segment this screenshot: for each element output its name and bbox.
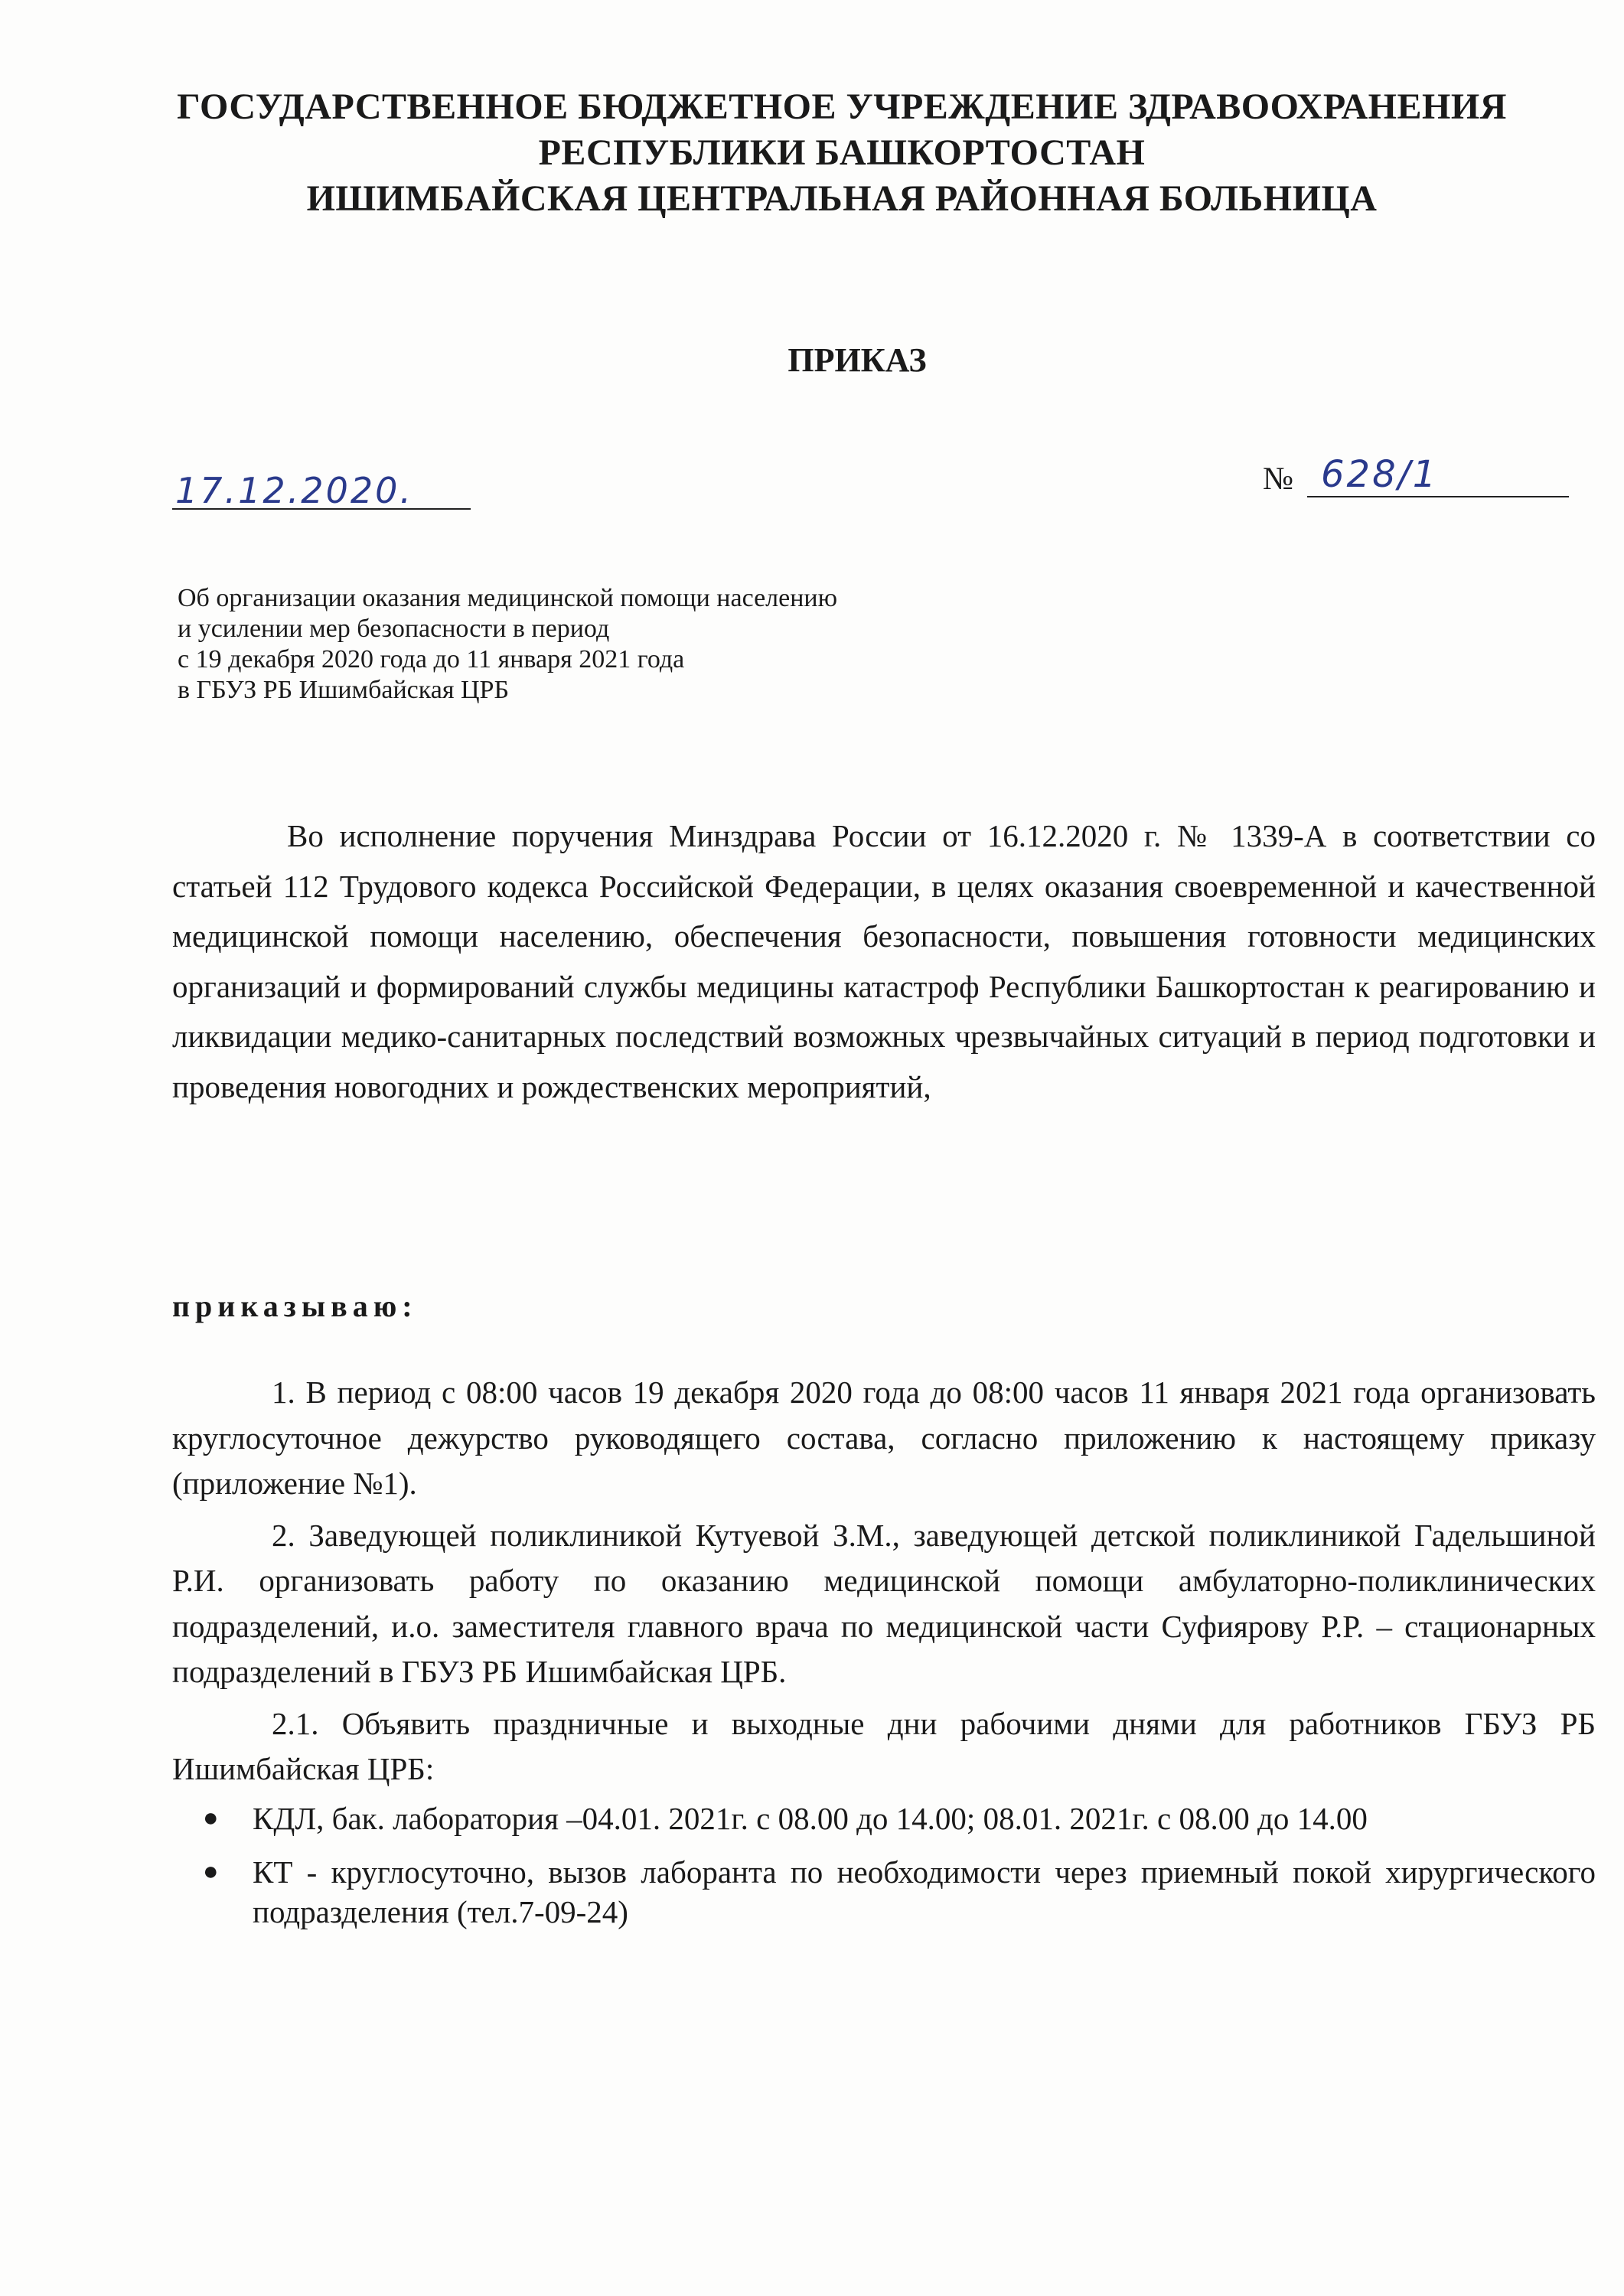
order-word: приказываю:: [172, 1289, 418, 1323]
preamble: [172, 811, 1596, 1112]
order-number-line: [1307, 448, 1569, 497]
order-number-handwritten: 628/1: [1321, 453, 1439, 496]
number-sign: №: [1263, 461, 1294, 497]
header-line-2: РЕСПУБЛИКИ БАШКОРТОСТАН: [538, 132, 1146, 173]
subject-line-3: с 19 декабря 2020 года до 11 января 2021 года: [178, 645, 685, 673]
bullet-dot-icon: ●: [203, 1857, 219, 1886]
header-line-1: ГОСУДАРСТВЕННОЕ БЮДЖЕТНОЕ УЧРЕЖДЕНИЕ ЗДРАВООХРАНЕНИЯ: [177, 86, 1507, 127]
bullet-item: [172, 1852, 1596, 1932]
bullet-text: КТ - круглосуточно, вызов лаборанта по необходимости через приемный покой хирургического подразделения (тел.7-09-24): [253, 1854, 1596, 1929]
order-date-field: [172, 462, 471, 510]
item-2-1: 2.1. Объявить праздничные и выходные дни рабочими днями для работников ГБУЗ РБ Ишимбайская ЦРБ:: [172, 1705, 1596, 1786]
preamble-text: Во исполнение поручения Минздрава России от 16.12.2020 г. № 1339-А в соответствии со статьей 112 Трудового кодекса Российской Федерации, в целях оказания своевременной и качественной медицинской помощи населению, обеспечения безопасности, повышения готовности медицинских организаций и формирований службы медицины катастроф Республики Башкортостан к реагированию и ликвидации медико-санитарных последствий возможных чрезвычайных ситуаций в период подготовки и проведения новогодних и рождественских мероприятий,: [172, 818, 1596, 1104]
bullet-dot-icon: ●: [203, 1803, 219, 1832]
order-number-field: [1263, 450, 1569, 497]
header-line-3: ИШИМБАЙСКАЯ ЦЕНТРАЛЬНАЯ РАЙОННАЯ БОЛЬНИЦА: [306, 178, 1378, 219]
document-title: ПРИКАЗ: [788, 341, 927, 379]
subject-line-4: в ГБУЗ РБ Ишимбайская ЦРБ: [178, 676, 509, 704]
subject-line-2: и усилении мер безопасности в период: [178, 615, 610, 643]
item-2: 2. Заведующей поликлиникой Кутуевой З.М., заведующей детской поликлиникой Гадельшиной Р.И. организовать работу по оказанию медицинской помощи амбулаторно-поликлинических подразделений, и.о. заместителя главного врача по медицинской части Суфиярову Р.Р. – стационарных подразделений в ГБУЗ РБ Ишимбайская ЦРБ.: [172, 1517, 1596, 1689]
bullet-text: КДЛ, бак. лаборатория –04.01. 2021г. с 08.00 до 14.00; 08.01. 2021г. с 08.00 до 14.00: [253, 1800, 1368, 1836]
subject-line-1: Об организации оказания медицинской помощи населению: [178, 584, 838, 612]
organization-header: [122, 84, 1561, 222]
order-items: [172, 1370, 1596, 1945]
order-subject: [178, 583, 1019, 706]
order-date-handwritten: 17.12.2020.: [175, 470, 413, 511]
item-1: 1. В период с 08:00 часов 19 декабря 2020 года до 08:00 часов 11 января 2021 года организовать круглосуточное дежурство руководящего состава, согласно приложению к настоящему приказу (приложение №1).: [172, 1375, 1596, 1501]
item-2-1-bullet-list: [172, 1799, 1596, 1932]
bullet-item: [172, 1799, 1596, 1838]
